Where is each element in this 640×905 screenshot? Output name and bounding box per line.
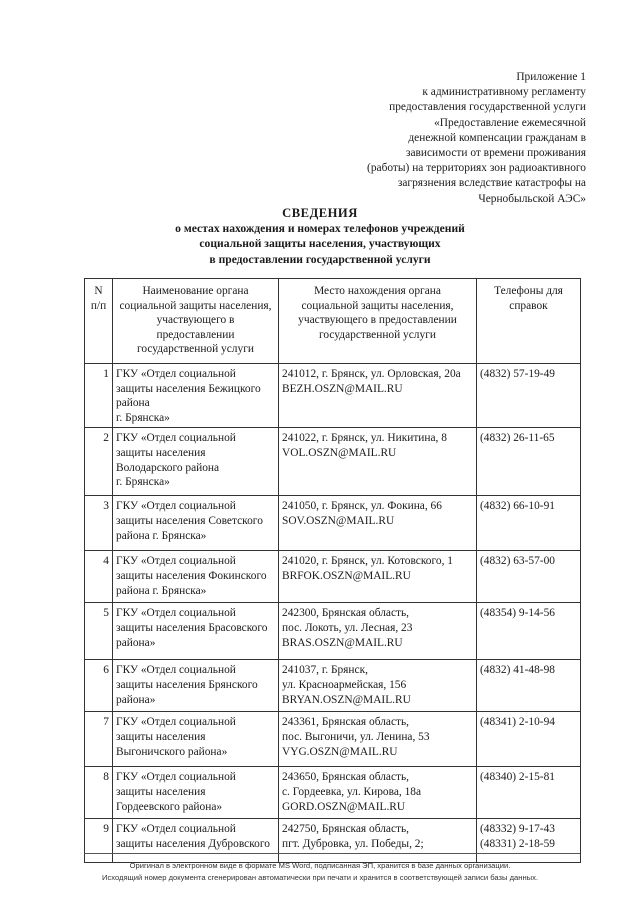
- row-address-line: 241022, г. Брянск, ул. Никитина, 8: [282, 432, 447, 445]
- row-organization-line: ГКУ «Отдел социальной: [116, 823, 236, 836]
- row-phones-line: (48331) 2-18-59: [480, 837, 555, 850]
- header-text: Телефоны для: [494, 285, 563, 297]
- row-address-line: 241037, г. Брянск,: [282, 664, 368, 677]
- row-organization-line: района»: [116, 693, 156, 706]
- document-footer: [0, 860, 640, 884]
- row-phones-line: (4832) 66-10-91: [480, 500, 555, 513]
- row-organization: [113, 428, 279, 496]
- appendix-line: Приложение 1: [516, 71, 586, 83]
- row-organization: [113, 363, 279, 427]
- row-address-line: 243361, Брянская область,: [282, 716, 410, 729]
- row-address: [279, 819, 477, 863]
- row-number: 3: [85, 496, 113, 551]
- header-organization: [113, 279, 279, 364]
- row-address-line: VOL.OSZN@MAIL.RU: [282, 446, 397, 459]
- row-number: 5: [85, 603, 113, 660]
- row-address-line: 241012, г. Брянск, ул. Орловская, 20а: [282, 367, 461, 380]
- table-header-row: [85, 279, 581, 364]
- row-address-line: GORD.OSZN@MAIL.RU: [282, 800, 406, 813]
- row-organization-line: г. Брянска»: [116, 476, 170, 489]
- table-row: [85, 660, 581, 712]
- row-address: [279, 551, 477, 603]
- row-address-line: BRYAN.OSZN@MAIL.RU: [282, 693, 411, 706]
- row-address-line: BRAS.OSZN@MAIL.RU: [282, 636, 403, 649]
- row-number: 9: [85, 819, 113, 863]
- row-organization-line: района г. Брянска»: [116, 529, 207, 542]
- table-row: [85, 428, 581, 496]
- header-number: [85, 279, 113, 364]
- row-address-line: BRFOK.OSZN@MAIL.RU: [282, 569, 411, 582]
- table-row: [85, 819, 581, 863]
- appendix-line: (работы) на территориях зон радиоактивного: [367, 162, 586, 175]
- row-address: [279, 603, 477, 660]
- header-phones: [477, 279, 581, 364]
- row-organization: [113, 551, 279, 603]
- row-phones: [477, 428, 581, 496]
- header-text: участвующего в: [156, 314, 235, 327]
- row-organization-line: района г. Брянска»: [116, 584, 207, 597]
- row-phones: [477, 603, 581, 660]
- row-phones: [477, 551, 581, 603]
- footer-line: Оригинал в электронном виде в формате MS Word, подписанная ЭП, хранится в базе данных организации.: [129, 861, 511, 870]
- row-organization-line: Гордеевского района»: [116, 800, 223, 813]
- row-phones-line: (48341) 2-10-94: [480, 716, 555, 729]
- row-organization-line: ГКУ «Отдел социальной: [116, 367, 236, 380]
- table-body: [85, 363, 581, 862]
- row-organization: [113, 660, 279, 712]
- row-phones: [477, 819, 581, 863]
- row-organization-line: ГКУ «Отдел социальной: [116, 771, 236, 784]
- appendix-line: предоставления государственной услуги: [389, 101, 586, 114]
- row-organization-line: ГКУ «Отдел социальной: [116, 716, 236, 729]
- row-organization-line: г. Брянска»: [116, 411, 170, 424]
- row-organization-line: защиты населения Фокинского: [116, 569, 267, 582]
- row-organization: [113, 496, 279, 551]
- row-phones-line: (48340) 2-15-81: [480, 771, 555, 784]
- row-organization-line: ГКУ «Отдел социальной: [116, 555, 236, 568]
- row-phones: [477, 496, 581, 551]
- row-address: [279, 660, 477, 712]
- row-number: 1: [85, 363, 113, 427]
- row-phones-line: (48332) 9-17-43: [480, 823, 555, 836]
- row-number: 7: [85, 712, 113, 767]
- row-address: [279, 496, 477, 551]
- institutions-table: [84, 278, 581, 863]
- row-organization-line: защиты населения Брянского: [116, 678, 258, 691]
- appendix-block: [266, 70, 586, 207]
- heading-line: в предоставлении государственной услуги: [209, 252, 431, 266]
- row-organization: [113, 712, 279, 767]
- header-text: п/п: [90, 299, 107, 312]
- table-row: [85, 363, 581, 427]
- row-address-line: пгт. Дубровка, ул. Победы, 2;: [282, 837, 424, 850]
- header-text: государственной услуги: [137, 343, 254, 356]
- header-text: справок: [509, 299, 548, 312]
- row-phones: [477, 363, 581, 427]
- row-address: [279, 363, 477, 427]
- row-organization-line: защиты населения Брасовского: [116, 621, 268, 634]
- row-phones-line: (4832) 26-11-65: [480, 432, 555, 445]
- row-phones: [477, 767, 581, 819]
- row-organization-line: ГКУ «Отдел социальной: [116, 664, 236, 677]
- row-organization-line: района»: [116, 636, 156, 649]
- table-row: [85, 496, 581, 551]
- row-number: 4: [85, 551, 113, 603]
- row-address-line: пос. Локоть, ул. Лесная, 23: [282, 621, 413, 634]
- row-address-line: SOV.OSZN@MAIL.RU: [282, 514, 395, 527]
- appendix-line: загрязнения вследствие катастрофы на: [397, 177, 586, 190]
- header-text: Место нахождения органа: [314, 285, 441, 297]
- row-number: 8: [85, 767, 113, 819]
- row-address-line: VYG.OSZN@MAIL.RU: [282, 745, 398, 758]
- row-address-line: 241020, г. Брянск, ул. Котовского, 1: [282, 555, 453, 568]
- row-organization-line: защиты населения: [116, 446, 206, 459]
- appendix-line: зависимости от времени проживания: [405, 147, 586, 160]
- row-organization-line: ГКУ «Отдел социальной: [116, 607, 236, 620]
- row-organization-line: района: [116, 397, 150, 410]
- header-text: N: [94, 285, 103, 297]
- row-number: 2: [85, 428, 113, 496]
- row-number: 6: [85, 660, 113, 712]
- document-heading: [0, 206, 640, 267]
- row-organization-line: защиты населения Бежицкого: [116, 382, 261, 395]
- row-phones-line: (4832) 57-19-49: [480, 367, 555, 380]
- row-organization-line: защиты населения: [116, 730, 206, 743]
- header-text: государственной услуги: [319, 328, 436, 341]
- footer-line: Исходящий номер документа сгенерирован автоматически при печати и хранится в соответствующей записи базы данных.: [101, 873, 538, 882]
- row-address-line: ул. Красноармейская, 156: [282, 678, 407, 691]
- row-organization-line: защиты населения Советского: [116, 514, 263, 527]
- footer-divider: [84, 853, 580, 854]
- row-address-line: с. Гордеевка, ул. Кирова, 18а: [282, 785, 422, 798]
- row-address-line: 243650, Брянская область,: [282, 771, 410, 784]
- row-organization: [113, 819, 279, 863]
- header-text: социальной защиты населения,: [119, 299, 272, 312]
- row-address: [279, 712, 477, 767]
- row-organization-line: ГКУ «Отдел социальной: [116, 500, 236, 513]
- row-address: [279, 428, 477, 496]
- row-organization-line: Володарского района: [116, 461, 220, 474]
- row-phones-line: (48354) 9-14-56: [480, 607, 555, 620]
- header-text: предоставлении: [156, 328, 235, 341]
- row-phones: [477, 712, 581, 767]
- row-address-line: пос. Выгоничи, ул. Ленина, 53: [282, 730, 430, 743]
- table-row: [85, 767, 581, 819]
- table-row: [85, 551, 581, 603]
- row-phones-line: (4832) 41-48-98: [480, 664, 555, 677]
- row-organization-line: защиты населения Дубровского: [116, 837, 270, 850]
- appendix-line: Чернобыльской АЭС»: [478, 192, 586, 205]
- table-row: [85, 712, 581, 767]
- header-text: социальной защиты населения,: [301, 299, 454, 312]
- document-title: СВЕДЕНИЯ: [282, 206, 358, 220]
- row-organization-line: защиты населения: [116, 785, 206, 798]
- row-address-line: BEZH.OSZN@MAIL.RU: [282, 382, 403, 395]
- heading-line: о местах нахождения и номерах телефонов учреждений: [175, 222, 465, 236]
- table-row: [85, 603, 581, 660]
- row-address: [279, 767, 477, 819]
- header-text: участвующего в предоставлении: [298, 314, 457, 327]
- row-phones: [477, 660, 581, 712]
- header-address: [279, 279, 477, 364]
- row-organization-line: Выгоничского района»: [116, 745, 228, 758]
- row-phones-line: (4832) 63-57-00: [480, 555, 555, 568]
- row-organization: [113, 603, 279, 660]
- appendix-line: «Предоставление ежемесячной: [434, 116, 586, 129]
- appendix-line: денежной компенсации гражданам в: [408, 131, 586, 144]
- row-organization-line: ГКУ «Отдел социальной: [116, 432, 236, 445]
- row-address-line: 241050, г. Брянск, ул. Фокина, 66: [282, 500, 442, 513]
- row-address-line: 242750, Брянская область,: [282, 823, 410, 836]
- row-organization: [113, 767, 279, 819]
- header-text: Наименование органа: [142, 285, 249, 297]
- row-address-line: 242300, Брянская область,: [282, 607, 410, 620]
- appendix-line: к административному регламенту: [422, 86, 586, 99]
- heading-line: социальной защиты населения, участвующих: [199, 237, 441, 251]
